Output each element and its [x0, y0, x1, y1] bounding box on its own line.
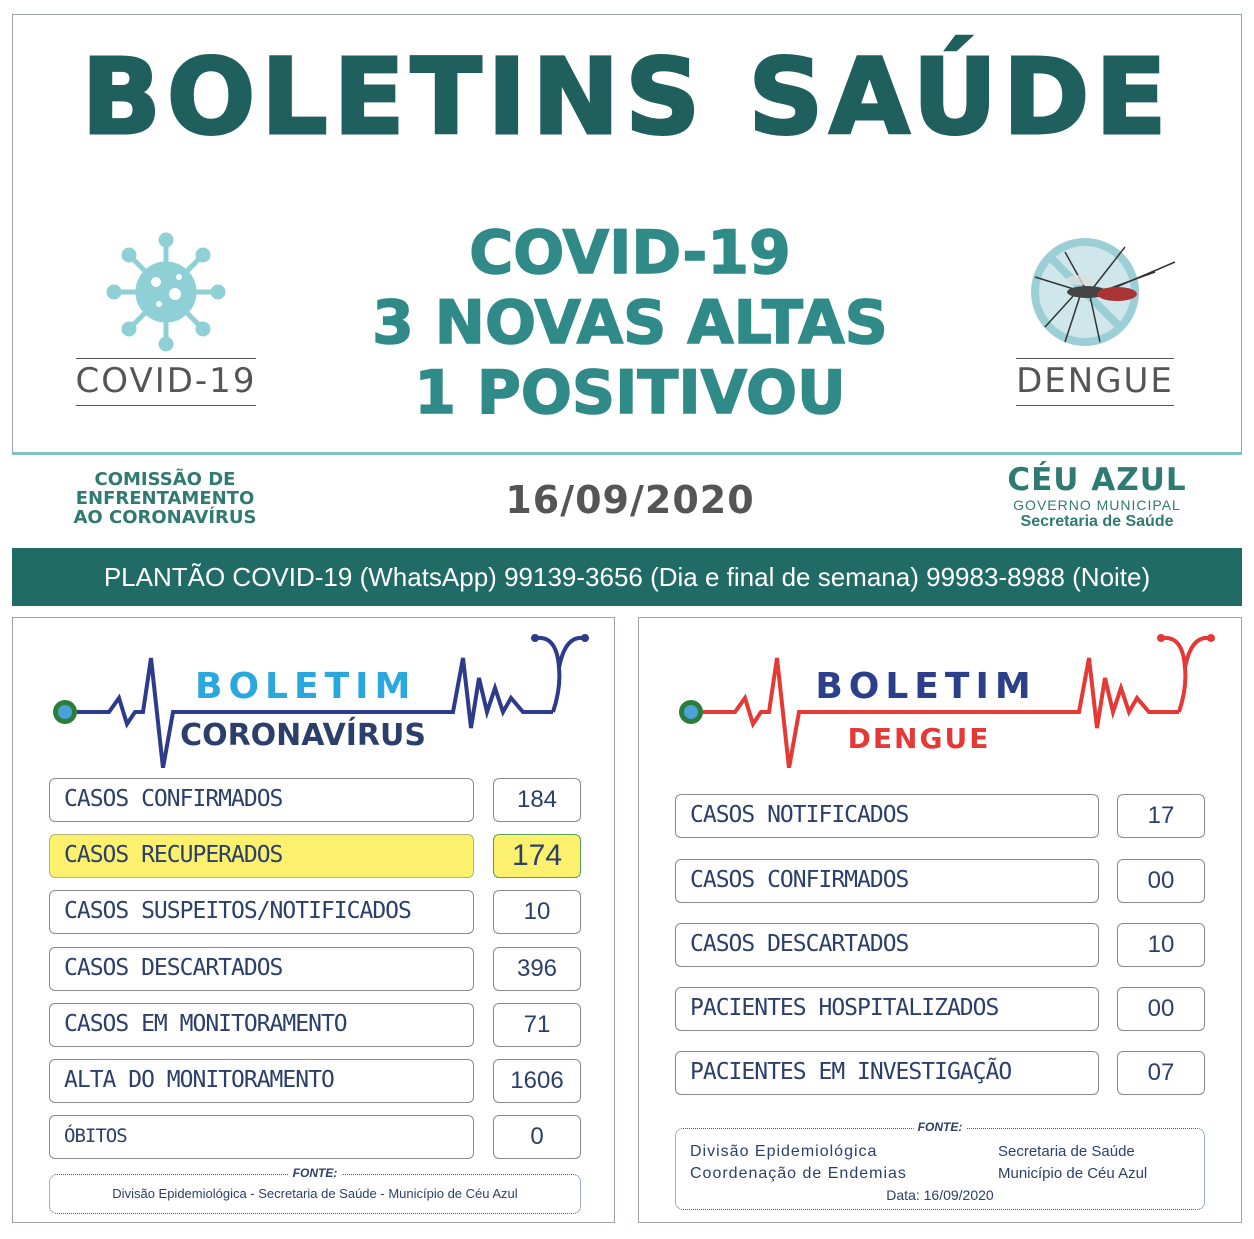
divider: [12, 452, 1242, 455]
headline: [330, 218, 930, 428]
covid-row-label: ÓBITOS: [49, 1115, 474, 1159]
dengue-row-value: 17: [1117, 794, 1205, 838]
fonte-line: Município de Céu Azul: [998, 1165, 1148, 1182]
covid-row-label: CASOS DESCARTADOS: [49, 947, 474, 991]
covid-row-value: 0: [493, 1115, 581, 1159]
comissao-line: AO CORONAVÍRUS: [73, 507, 257, 528]
fonte-left: [690, 1141, 907, 1185]
dengue-logo: [1000, 232, 1190, 406]
covid-header-bottom: CORONAVÍRUS: [180, 718, 426, 753]
dengue-panel: [638, 617, 1242, 1223]
covid-row-value: 184: [493, 778, 581, 822]
fonte-text: Divisão Epidemiológica - Secretaria de Saúde - Município de Céu Azul: [112, 1186, 518, 1201]
fonte-line: Secretaria de Saúde: [998, 1143, 1135, 1160]
covid-row-value: 1606: [493, 1059, 581, 1103]
dengue-row-label: PACIENTES EM INVESTIGAÇÃO: [675, 1051, 1099, 1095]
fonte-tag: FONTE:: [914, 1120, 967, 1134]
dengue-header-bottom: DENGUE: [847, 722, 991, 755]
headline-line: COVID-19: [469, 218, 791, 288]
fonte-line: Divisão Epidemiológica: [690, 1143, 878, 1160]
virus-icon: [101, 232, 231, 352]
dengue-row-label: CASOS DESCARTADOS: [675, 923, 1099, 967]
covid-row-value: 71: [493, 1003, 581, 1047]
comissao-logo: [70, 470, 260, 527]
dengue-row-label: CASOS CONFIRMADOS: [675, 859, 1099, 903]
covid-row-value: 396: [493, 947, 581, 991]
dengue-row-value: 00: [1117, 859, 1205, 903]
covid-header-top: BOLETIM: [195, 666, 417, 707]
dengue-logo-label: DENGUE: [1016, 358, 1174, 406]
dengue-row-label: PACIENTES HOSPITALIZADOS: [675, 987, 1099, 1031]
fonte-tag: FONTE:: [289, 1166, 342, 1180]
covid-logo: [66, 232, 266, 406]
covid-fonte: [49, 1166, 581, 1214]
comissao-line: COMISSÃO DE: [94, 469, 236, 490]
municipio-gov: GOVERNO MUNICIPAL: [1013, 497, 1181, 513]
bulletin-date: 16/09/2020: [505, 478, 755, 522]
covid-row-value: 10: [493, 890, 581, 934]
municipio-logo: [992, 462, 1202, 530]
mosquito-prohibited-icon: [1005, 232, 1185, 352]
covid-logo-label: COVID-19: [76, 358, 257, 406]
plantao-banner: PLANTÃO COVID-19 (WhatsApp) 99139-3656 (Dia e final de semana) 99983-8988 (Noite): [12, 548, 1242, 606]
covid-row-label: CASOS SUSPEITOS/NOTIFICADOS: [49, 890, 474, 934]
covid-row-label: CASOS EM MONITORAMENTO: [49, 1003, 474, 1047]
covid-row-label: CASOS RECUPERADOS: [49, 834, 474, 878]
covid-panel: [12, 617, 615, 1223]
municipio-name: CÉU AZUL: [1007, 462, 1187, 498]
dengue-header-top: BOLETIM: [815, 666, 1037, 707]
headline-line: 1 POSITIVOU: [414, 358, 846, 428]
dengue-fonte: [675, 1120, 1205, 1210]
comissao-line: ENFRENTAMENTO: [75, 488, 255, 509]
dengue-row-value: 00: [1117, 987, 1205, 1031]
dengue-row-label: CASOS NOTIFICADOS: [675, 794, 1099, 838]
page-title: BOLETINS SAÚDE: [81, 36, 1173, 158]
fonte-right: [998, 1141, 1147, 1185]
headline-line: 3 NOVAS ALTAS: [372, 288, 888, 358]
fonte-line: Coordenação de Endemias: [690, 1165, 907, 1182]
dengue-row-value: 10: [1117, 923, 1205, 967]
covid-row-label: ALTA DO MONITORAMENTO: [49, 1059, 474, 1103]
fonte-date: Data: 16/09/2020: [886, 1187, 994, 1203]
covid-row-label: CASOS CONFIRMADOS: [49, 778, 474, 822]
municipio-sec: Secretaria de Saúde: [1020, 513, 1174, 530]
dengue-row-value: 07: [1117, 1051, 1205, 1095]
covid-row-value: 174: [493, 834, 581, 878]
